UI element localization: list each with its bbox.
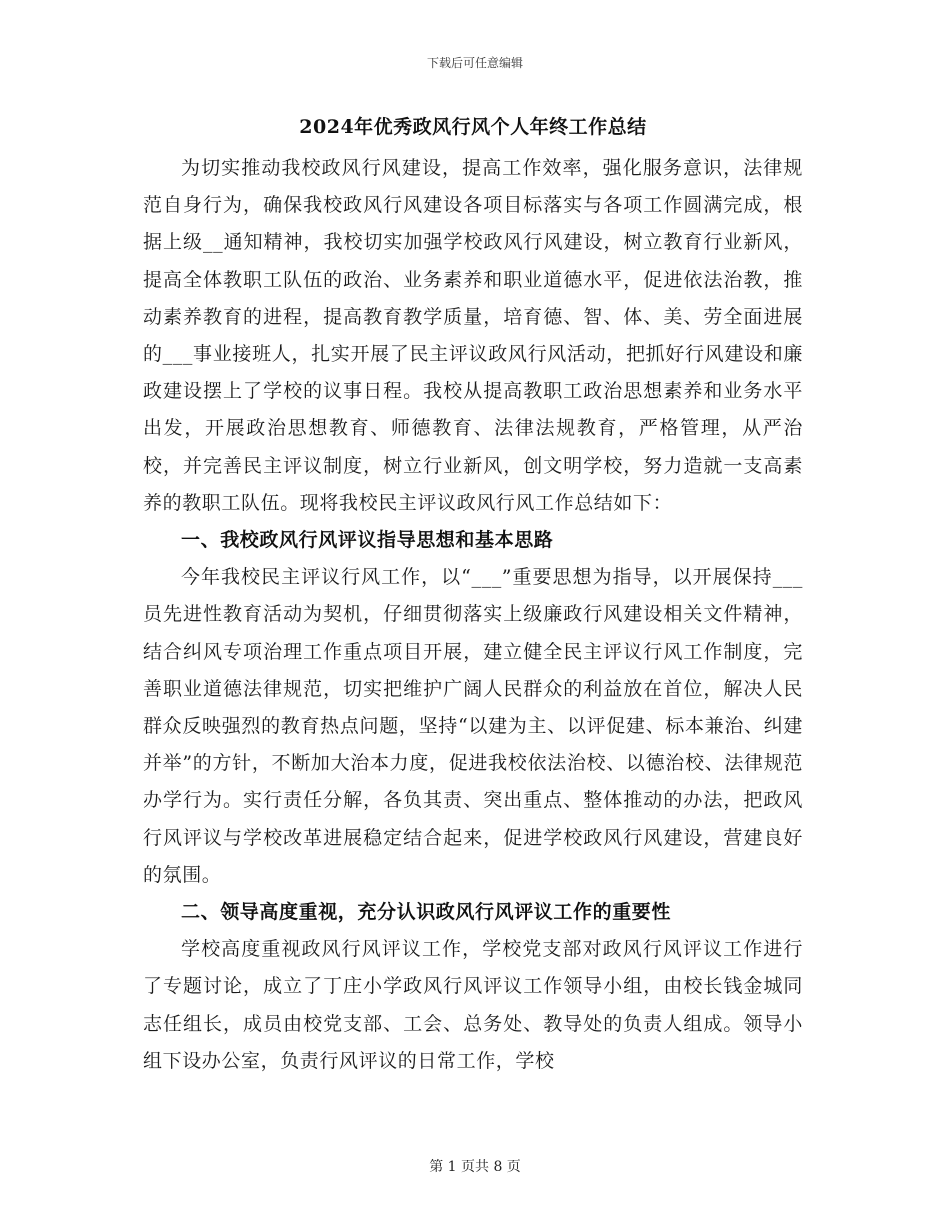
header-note: 下载后可任意编辑 xyxy=(426,56,523,70)
document-body xyxy=(143,110,803,1080)
section-2-paragraph: 学校高度重视政风行风评议工作，学校党支部对政风行风评议工作进行了专题讨论，成立了丁庄小学政风行风评议工作领导小组，由校长钱金城同志任组长，成员由校党支部、工会、总务处、教导处的负责人组成。领导小组下设办公室，负责行风评议的日常工作，学校 xyxy=(143,938,803,1072)
document-title: 2024年优秀政风行风个人年终工作总结 xyxy=(299,116,647,138)
intro-paragraph: 为切实推动我校政风行风建设，提高工作效率，强化服务意识，法律规范自身行为，确保我校政风行风建设各项目标落实与各项工作圆满完成，根据上级__通知精神，我校切实加强学校政风行风建设，树立教育行业新风，提高全体教职工队伍的政治、业务素养和职业道德水平，促进依法治教，推动素养教育的进程，提高教育教学质量，培育德、智、体、美、劳全面进展的___事业接班人，扎实开展了民主评议政风行风活动，把抓好行风建设和廉政建设摆上了学校的议事日程。我校从提高教职工政治思想素养和业务水平出发，开展政治思想教育、师德教育、法律法规教育，严格管理，从严治校，并完善民主评议制度，树立行业新风，创文明学校，努力造就一支高素养的教职工队伍。现将我校民主评议政风行风工作总结如下： xyxy=(143,157,803,514)
section-2-heading: 二、领导高度重视，充分认识政风行风评议工作的重要性 xyxy=(181,901,672,924)
page-number-footer: 第 1 页共 8 页 xyxy=(429,1159,521,1175)
section-1-heading: 一、我校政风行风评议指导思想和基本思路 xyxy=(181,529,554,552)
section-1-paragraph: 今年我校民主评议行风工作，以“___”重要思想为指导，以开展保持___员先进性教育活动为契机，仔细贯彻落实上级廉政行风建设相关文件精神，结合纠风专项治理工作重点项目开展，建立健全民主评议行风工作制度，完善职业道德法律规范，切实把维护广阔人民群众的利益放在首位，解决人民群众反映强烈的教育热点问题，坚持“以建为主、以评促建、标本兼治、纠建并举”的方针，不断加大治本力度，促进我校依法治校、以德治校、法律规范办学行为。实行责任分解，各负其责、突出重点、整体推动的办法，把政风行风评议与学校改革进展稳定结合起来，促进学校政风行风建设，营建良好的氛围。 xyxy=(143,566,803,886)
